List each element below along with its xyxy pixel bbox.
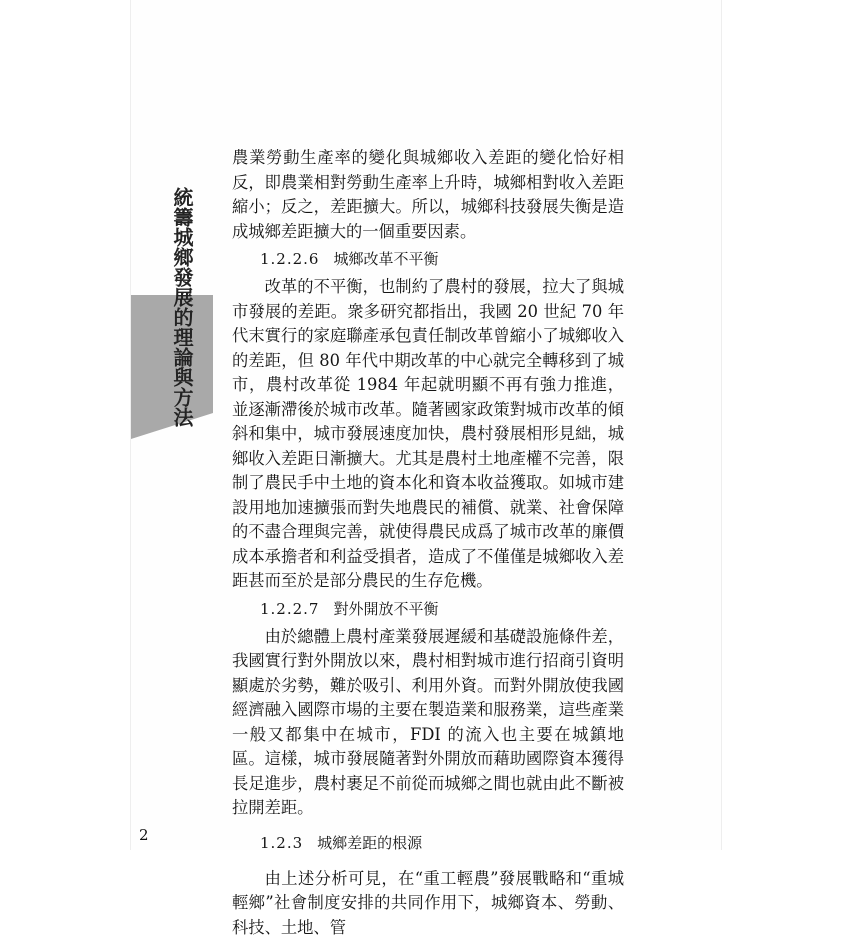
- section-title: 城鄉改革不平衡: [333, 250, 438, 268]
- running-head-vertical: 統籌城鄉發展的理論與方法: [170, 187, 194, 427]
- section-heading-1-2-3: [232, 831, 624, 855]
- page-number: 2: [139, 826, 149, 844]
- section-number: 1.2.3: [260, 834, 303, 852]
- section-title: 城鄉差距的根源: [317, 834, 422, 852]
- section-number: 1.2.2.7: [260, 600, 319, 618]
- section-heading-1-2-2-7: [232, 597, 624, 621]
- page-body: [232, 146, 624, 940]
- paragraph-continuation: 農業勞動生產率的變化與城鄉收入差距的變化恰好相反，即農業相對勞動生產率上升時，城鄉相對收入差距縮小；反之，差距擴大。所以，城鄉科技發展失衡是造成城鄉差距擴大的一個重要因素。: [232, 146, 624, 244]
- paragraph: 由上述分析可見，在“重工輕農”發展戰略和“重城輕鄉”社會制度安排的共同作用下，城鄉資本、勞動、科技、土地、管: [232, 867, 624, 940]
- paragraph: 由於總體上農村產業發展遲緩和基礎設施條件差，我國實行對外開放以來，農村相對城市進行招商引資明顯處於劣勢，難於吸引、利用外資。而對外開放使我國經濟融入國際市場的主要在製造業和服務業，這些產業一般又都集中在城市，FDI 的流入也主要在城鎮地區。這樣，城市發展隨著對外開放而藉助國際資本獲得長足進步，農村裹足不前從而城鄉之間也就由此不斷被拉開差距。: [232, 625, 624, 821]
- section-number: 1.2.2.6: [260, 250, 319, 268]
- paragraph: 改革的不平衡，也制約了農村的發展，拉大了與城市發展的差距。衆多研究都指出，我國 20 世紀 70 年代末實行的家庭聯產承包責任制改革曾縮小了城鄉收入的差距，但 80 年代中期改革的中心就完全轉移到了城市，農村改革從 1984 年起就明顯不再有強力推進，並逐漸滯後於城市改革。隨著國家政策對城市改革的傾斜和集中，城市發展速度加快，農村發展相形見絀，城鄉收入差距日漸擴大。尤其是農村土地產權不完善，限制了農民手中土地的資本化和資本收益獲取。如城市建設用地加速擴張而對失地農民的補償、就業、社會保障的不盡合理與完善，就使得農民成爲了城市改革的廉價成本承擔者和利益受損者，造成了不僅僅是城鄉收入差距甚而至於是部分農民的生存危機。: [232, 275, 624, 594]
- section-title: 對外開放不平衡: [333, 600, 438, 618]
- section-heading-1-2-2-6: [232, 247, 624, 271]
